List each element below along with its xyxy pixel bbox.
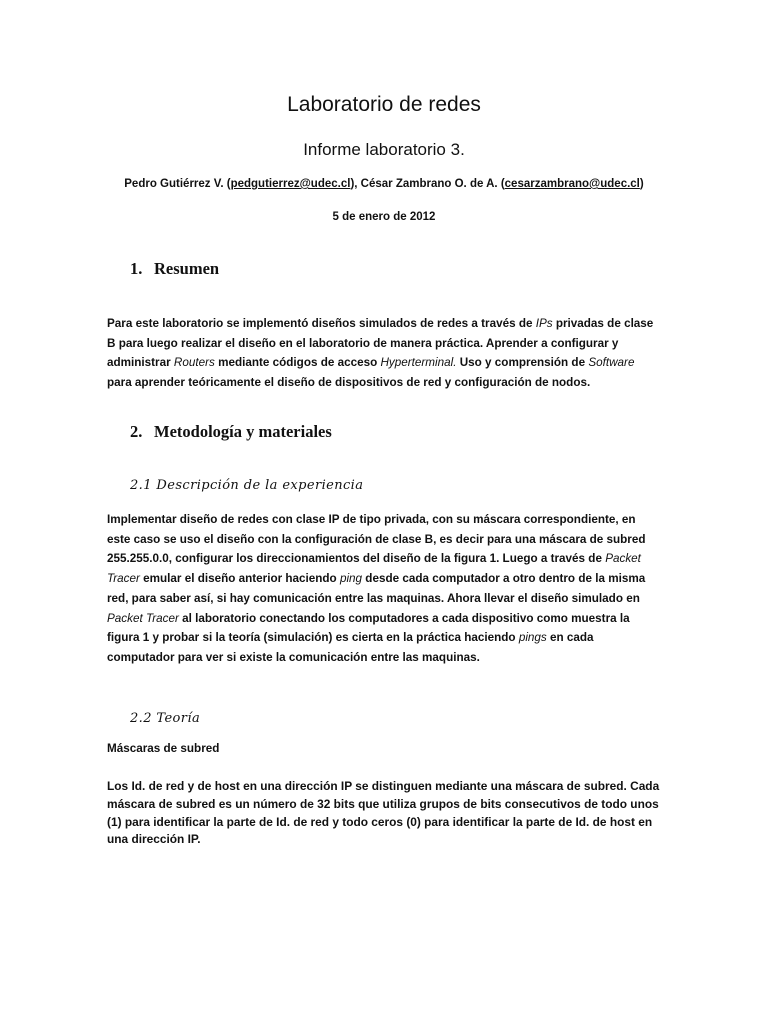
text-run: privadas de clase [552,317,654,330]
subsection-heading-teoria: 2.2 Teoría [130,711,201,726]
authors-line [0,178,768,190]
email-link-1[interactable]: pedgutierrez@udec.cl [230,178,351,190]
section-heading-metodologia [130,422,332,442]
section-number: 2. [130,422,143,441]
section-heading-resumen [130,259,219,279]
text-run: ping [339,572,363,586]
section-title: Metodología y materiales [154,422,332,441]
text-run: Routers [173,356,215,370]
text-run: IPs [535,317,553,330]
resumen-paragraph [107,314,654,393]
text-run: figura 1 y probar si la teoría (simulación) es cierta en la práctica haciendo [107,631,519,645]
document-date: 5 de enero de 2012 [332,211,436,223]
section-title: Resumen [154,259,220,278]
text-run: Packet [605,552,641,566]
text-run: pings [518,631,547,645]
document-subtitle: Informe laboratorio 3. [303,140,465,159]
text-run: Uso y comprensión de [456,356,589,370]
section-number: 1. [130,259,143,278]
text-run: Tracer [107,572,140,586]
text-line: este caso se uso el diseño con la configuración de clase B, es decir para una máscara de subred [107,532,646,546]
text-run: mediante códigos de acceso [214,356,381,370]
descripcion-paragraph [107,510,646,668]
text-run: Software [588,356,635,370]
subheading-mascaras: Máscaras de subred [107,742,220,755]
text-line: (1) para identificar la parte de Id. de red y todo ceros (0) para identificar la parte de Id. de host en [107,814,653,829]
author-1: Pedro Gutiérrez V. ( [124,178,231,190]
text-run: al laboratorio conectando los computadores a cada dispositivo como muestra la [178,611,630,625]
text-run: 255.255.0.0, configurar los direccionamientos del diseño de la figura 1. Luego a través de [107,552,606,566]
text-run: en cada [546,631,594,645]
text-line: máscara de subred es un número de 32 bits que utiliza grupos de bits consecutivos de todo unos [107,796,659,811]
text-line: B para luego realizar el diseño en el laboratorio de manera práctica. Aprender a configurar y [107,336,619,350]
email-link-2[interactable]: cesarzambrano@udec.cl [504,178,640,190]
text-run: administrar [107,356,174,370]
text-line: Los Id. de red y de host en una dirección IP se distinguen mediante una máscara de subred. Cada [107,779,660,793]
text-run: Para este laboratorio se implementó diseños simulados de redes a través de [107,317,536,330]
text-line: computador para ver si existe la comunicación entre las maquinas. [107,650,480,664]
text-line: para aprender teóricamente el diseño de dispositivos de red y configuración de nodos. [107,376,591,390]
document-title: Laboratorio de redes [287,93,481,116]
text-run: Hyperterminal. [380,356,457,370]
subsection-heading-descripcion: 2.1 Descripción de la experiencia [130,478,364,493]
text-line: Implementar diseño de redes con clase IP de tipo privada, con su máscara correspondiente, en [107,513,636,526]
text-run: emular el diseño anterior haciendo [139,572,340,586]
text-line: red, para saber así, si hay comunicación entre las maquinas. Ahora llevar el diseño simulado en [107,591,640,605]
teoria-paragraph [107,778,660,849]
author-2: ), César Zambrano O. de A. ( [350,178,505,190]
text-run: desde cada computador a otro dentro de la misma [362,572,646,586]
text-line: una dirección IP. [107,832,201,847]
authors-close: ) [639,178,644,190]
text-run: Packet Tracer [107,611,179,625]
